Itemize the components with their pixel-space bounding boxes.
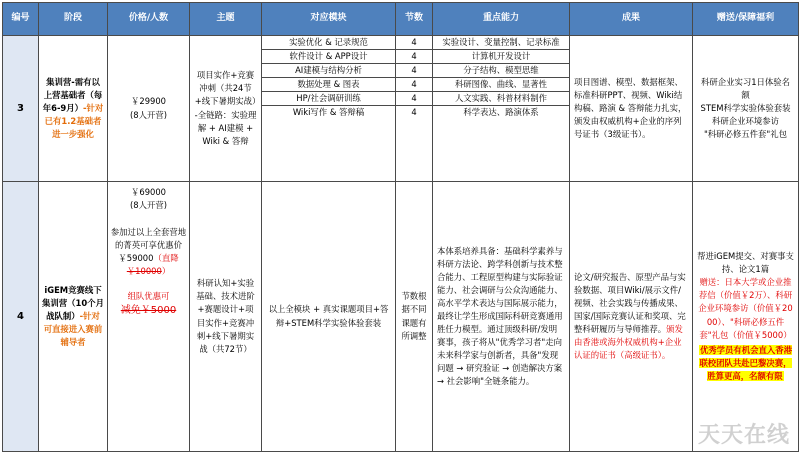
ability-item: 分子结构、模型思维 xyxy=(433,64,569,78)
ability-item: 计算机开发设计 xyxy=(433,50,569,64)
header-ability: 重点能力 xyxy=(433,3,570,36)
price-cell xyxy=(108,182,190,452)
count-cell: 节数根据不同课题有所调整 xyxy=(396,182,433,452)
people-count: (8人开营) xyxy=(130,200,167,211)
count-cell xyxy=(396,36,433,182)
header-result: 成果 xyxy=(570,3,693,36)
theme-cell: 科研认知+实验基础、技术进阶+赛题设计+项目实作+竞赛冲刺+线下暑期实战（共72节） xyxy=(190,182,262,452)
price-cell xyxy=(108,36,190,182)
people-count: (8人开营) xyxy=(130,109,167,120)
ability-cell xyxy=(433,36,570,182)
module-item: 软件设计 & APP设计 xyxy=(262,50,395,64)
modules-cell xyxy=(262,36,396,182)
header-row xyxy=(3,3,799,36)
discount-old: ￥10000 xyxy=(126,266,162,277)
stage-main: iGEM竞赛线下集训营（10个月战队制） xyxy=(42,284,104,321)
discount-price: ￥59000 xyxy=(118,253,154,264)
header-theme: 主题 xyxy=(190,3,262,36)
header-gift: 赠送/保障福利 xyxy=(693,3,799,36)
count-item: 4 xyxy=(396,78,432,92)
discount-text: 参加过以上全套营地的菁英可享优惠价 xyxy=(110,227,187,251)
result-main: 论文/研究报告、原型产品与实验数据、项目Wiki/展示文件/视频、社会实践与传播成果、国家/国际竞赛认证和奖项、完整科研履历与导师推荐。 xyxy=(574,271,686,334)
program-table xyxy=(2,2,799,452)
stage-note: -针对可直接进入赛前辅导者 xyxy=(43,310,103,348)
ability-item: 实验设计、变量控制、记录标准 xyxy=(433,36,569,50)
discount-old-line xyxy=(110,265,187,278)
result-cell: 项目图谱、模型、数据框架、标准科研PPT、视频、Wiki结构稿、路演 & 答辩能力扎实，颁发由权威机构+企业的序列号证书（3级证书）。 xyxy=(570,36,693,182)
ability-item: 科研图像、曲线、显著性 xyxy=(433,78,569,92)
group-label: 组队优惠可 xyxy=(127,291,170,302)
modules-cell: 以上全模块 + 真实课题项目+答辩+STEM科学实验体验套装 xyxy=(262,182,396,452)
stage-main: 集训营-需有以上营基础者（每年6-9月） xyxy=(42,76,103,113)
count-item: 4 xyxy=(396,50,432,64)
group-off: 减免￥5000 xyxy=(120,305,177,317)
count-item: 4 xyxy=(396,64,432,78)
ability-item: 科学表达、路演体系 xyxy=(463,107,539,118)
module-item: Wiki写作 & 答辩稿 xyxy=(292,107,365,118)
header-stage: 阶段 xyxy=(39,3,108,36)
stage-cell xyxy=(39,182,108,452)
stage-cell xyxy=(39,36,108,182)
result-cell xyxy=(570,182,693,452)
gift-cell: 科研企业实习1日体验名额 STEM科学实验体验套装 科研企业环境参访 "科研必修五件套"礼包 xyxy=(693,36,799,182)
module-item: AI建模与结构分析 xyxy=(262,64,395,78)
gift-red: 赠送：日本大学或企业推荐信（价值￥2万）、科研企业环境参访（价值￥2000）、"科研必修五件套"礼包（价值￥5000） xyxy=(698,277,793,340)
header-count: 节数 xyxy=(396,3,433,36)
gift-cell xyxy=(693,182,799,452)
row-id: 4 xyxy=(3,182,39,452)
discount-close: ） xyxy=(161,266,171,277)
watermark-logo: 天天在线 xyxy=(697,423,790,448)
discount-off: （直降 xyxy=(153,253,179,264)
ability-item: 人文实践、科普材料制作 xyxy=(433,92,569,106)
table-row-4 xyxy=(3,182,799,452)
module-item: HP/社会调研训练 xyxy=(262,92,395,106)
gift-main: 帮进iGEM提交、对赛事支持、论文1篇 xyxy=(697,251,794,275)
header-id: 编号 xyxy=(3,3,39,36)
result-red: 颁发由香港或海外权威机构+企业认证的证书（高级证书）。 xyxy=(574,324,683,361)
ability-cell: 本体系培养具备：基础科学素养与科研方法论、跨学科创新与技术整合能力、工程原型构建与实际验证能力、社会调研与公众沟通能力、高水平学术表达与国际展示能力，最终让学生形成国际科研竞赛通用胜任力模型。通过顶级科研/发明赛事，孩子将从"优秀学习者"走向未来科学家与创新者，具备"发现问题 → 研究验证 → 创造解决方案 → 社会影响"全链条能力。 xyxy=(433,182,570,452)
discount-line xyxy=(110,252,187,265)
header-price: 价格/人数 xyxy=(108,3,190,36)
count-item: 4 xyxy=(411,107,417,118)
count-item: 4 xyxy=(396,92,432,106)
header-modules: 对应模块 xyxy=(262,3,396,36)
program-table-frame xyxy=(2,2,798,453)
stage-note: -针对已有1.2基础者进一步强化 xyxy=(44,102,104,140)
count-item: 4 xyxy=(396,36,432,50)
module-item: 实验优化 & 记录规范 xyxy=(262,36,395,50)
gift-highlight: 优秀学员有机会直入香港联校团队共赴巴黎决赛，胜算更高，名额有限 xyxy=(699,344,793,381)
price-value: ￥69000 xyxy=(130,187,167,197)
price-value: ￥29900 xyxy=(130,96,167,107)
theme-cell: 项目实作+竞赛冲刺（共24节+线下暑期实战）-全链路：实验理解 + AI建模 + Wiki & 答辩 xyxy=(190,36,262,182)
row-id: 3 xyxy=(3,36,39,182)
table-row-3 xyxy=(3,36,799,182)
module-item: 数据处理 & 图表 xyxy=(262,78,395,92)
